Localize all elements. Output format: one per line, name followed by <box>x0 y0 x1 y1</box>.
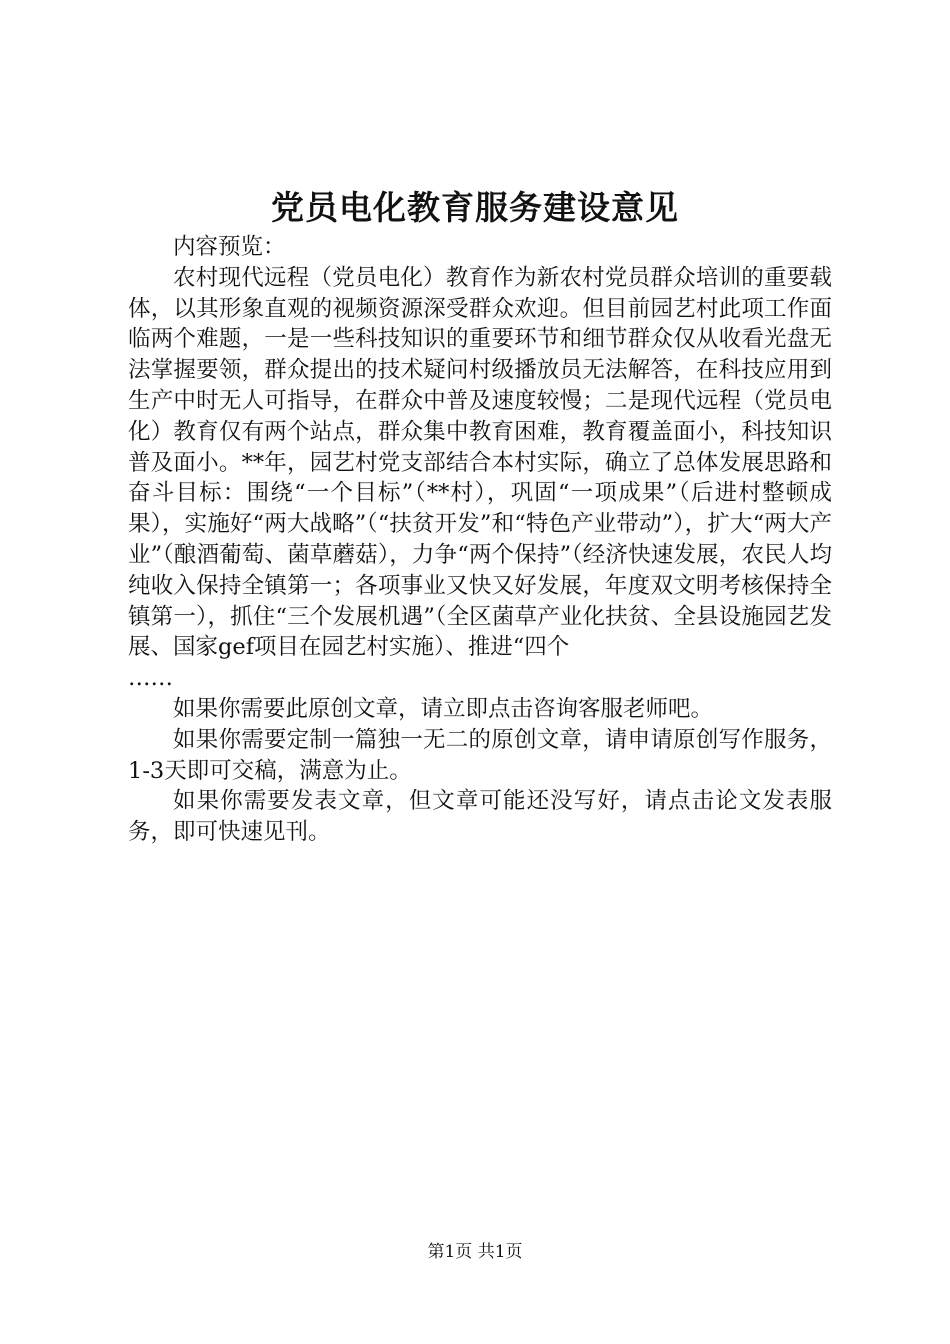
notice-custom-writing-link[interactable]: 如果你需要定制一篇独一无二的原创文章，请申请原创写作服务，1-3天即可交稿，满意为止。 <box>128 726 832 784</box>
notice-publish-link[interactable]: 如果你需要发表文章，但文章可能还没写好，请点击论文发表服务，即可快速见刊。 <box>128 788 832 846</box>
preview-label: 内容预览： <box>173 234 286 260</box>
preview-ellipsis: …… <box>128 665 173 692</box>
document-body <box>128 232 832 848</box>
preview-paragraph: 农村现代远程（党员电化）教育作为新农村党员群众培训的重要载体，以其形象直观的视频资源深受群众欢迎。但目前园艺村此项工作面临两个难题，一是一些科技知识的重要环节和细节群众仅从收看光盘无法掌握要领，群众提出的技术疑问村级播放员无法解答，在科技应用到生产中时无人可指导，在群众中普及速度较慢；二是现代远程（党员电化）教育仅有两个站点，群众集中教育困难，教育覆盖面小，科技知识普及面小。**年，园艺村党支部结合本村实际，确立了总体发展思路和奋斗目标：围绕“一个目标”（**村），巩固“一项成果”（后进村整顿成果），实施好“两大战略”（“扶贫开发”和“特色产业带动”），扩大“两大产业”（酿酒葡萄、菌草蘑菇），力争“两个保持”（经济快速发展，农民人均纯收入保持全镇第一；各项事业又快又好发展，年度双文明考核保持全镇第一），抓住“三个发展机遇”（全区菌草产业化扶贫、全县设施园艺发展、国家gef项目在园艺村实施）、推进“四个 <box>128 264 832 661</box>
notice-consult-link[interactable]: 如果你需要此原创文章，请立即点击咨询客服老师吧。 <box>173 695 714 722</box>
page-footer: 第1页 共1页 <box>427 1242 523 1262</box>
document-title: 党员电化教育服务建设意见 <box>271 188 679 227</box>
